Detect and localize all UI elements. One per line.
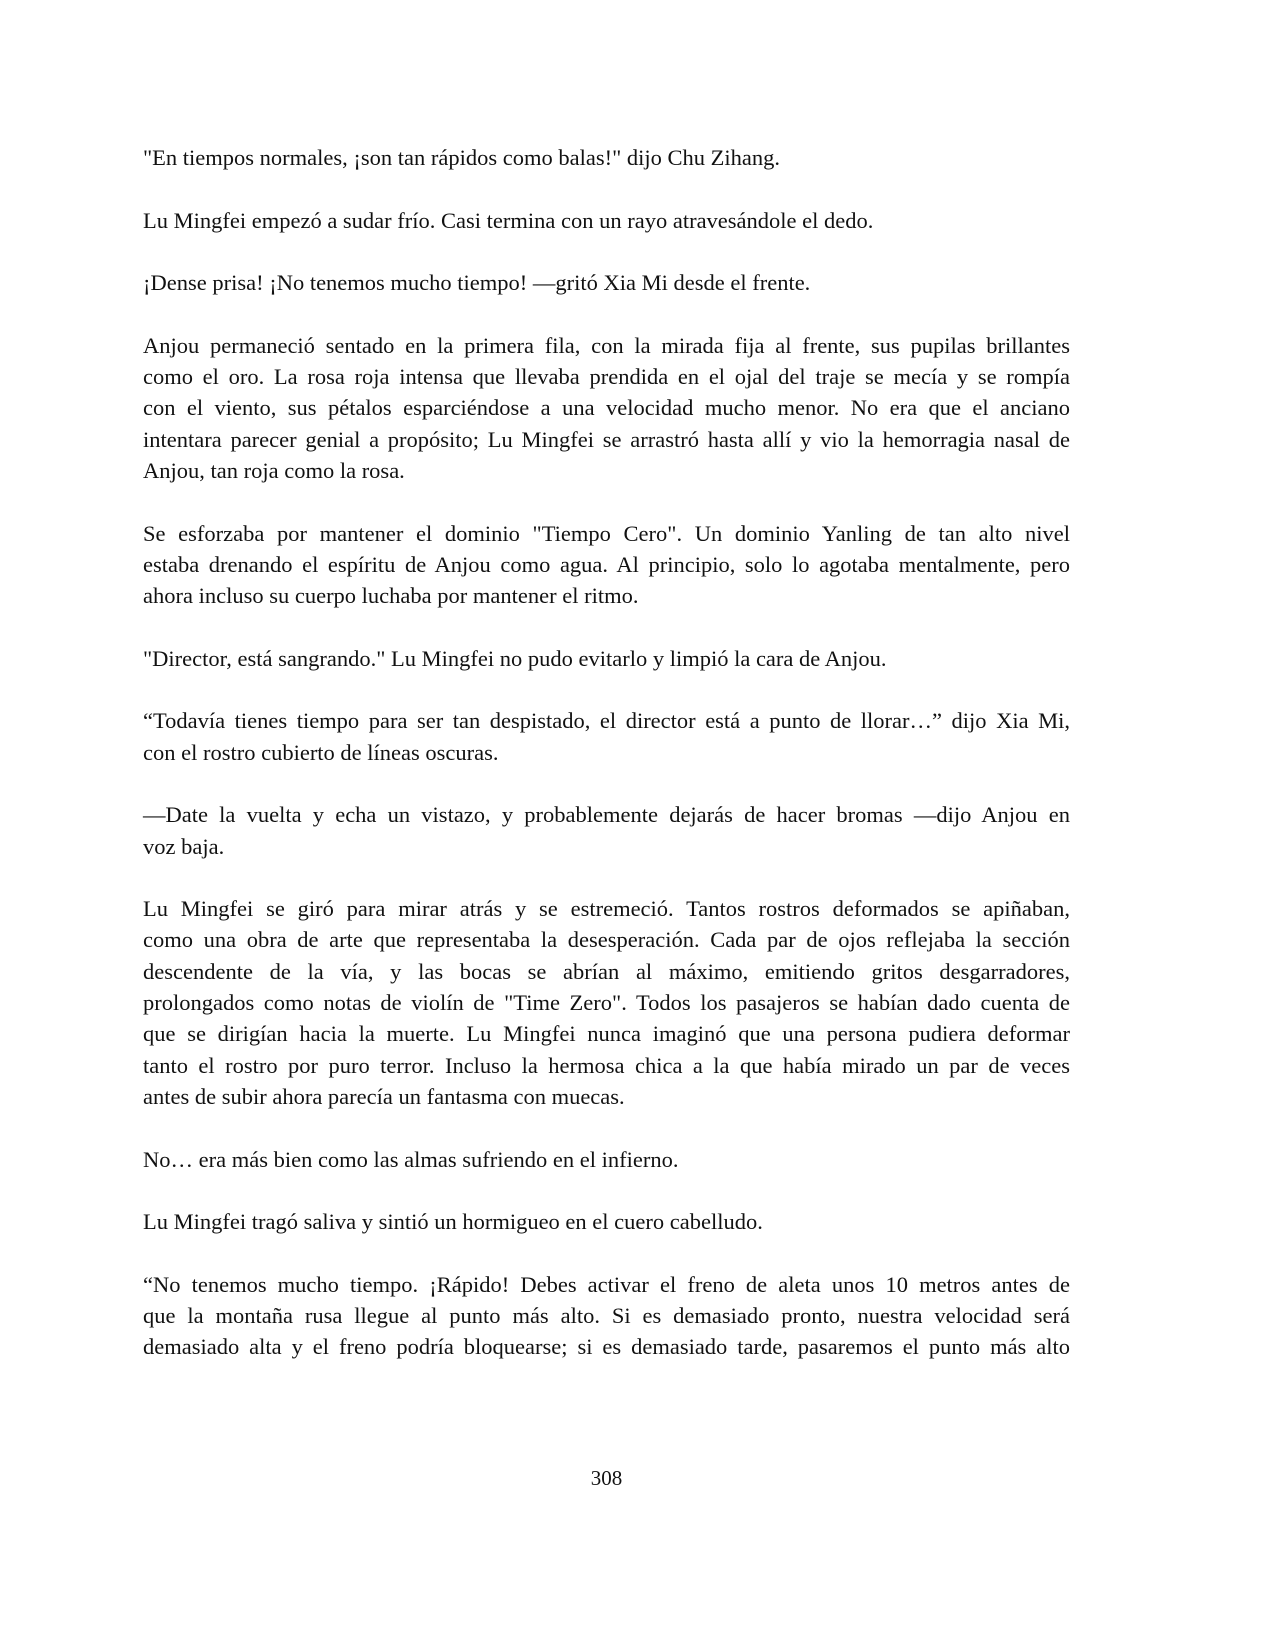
page-body xyxy=(143,142,1070,1394)
text-line: Lu Mingfei empezó a sudar frío. Casi termina con un rayo atravesándole el dedo. xyxy=(143,207,874,233)
text-line: Lu Mingfei se giró para mirar atrás y se estremeció. Tantos rostros deformados se apiñaban, xyxy=(143,896,1070,922)
text-line: —Date la vuelta y echa un vistazo, y probablemente dejarás de hacer bromas —dijo Anjou en xyxy=(143,802,1070,828)
paragraph xyxy=(143,799,1070,862)
paragraph xyxy=(143,643,1070,674)
paragraph xyxy=(143,205,1070,236)
text-line: "Director, está sangrando." Lu Mingfei no pudo evitarlo y limpió la cara de Anjou. xyxy=(143,645,887,671)
text-line: prolongados como notas de violín de "Time Zero". Todos los pasajeros se habían dado cuenta de xyxy=(143,990,1070,1016)
text-line: “Todavía tienes tiempo para ser tan despistado, el director está a punto de llorar…” dijo Xia Mi, xyxy=(143,708,1070,734)
text-line: ahora incluso su cuerpo luchaba por mantener el ritmo. xyxy=(143,583,639,609)
text-line: Lu Mingfei tragó saliva y sintió un hormigueo en el cuero cabelludo. xyxy=(143,1209,763,1235)
text-line: "En tiempos normales, ¡son tan rápidos como balas!" dijo Chu Zihang. xyxy=(143,145,781,170)
text-line: “No tenemos mucho tiempo. ¡Rápido! Debes activar el freno de aleta unos 10 metros antes de xyxy=(143,1271,1070,1297)
text-line: antes de subir ahora parecía un fantasma con muecas. xyxy=(143,1083,625,1109)
text-line: con el rostro cubierto de líneas oscuras. xyxy=(143,739,499,765)
paragraph xyxy=(143,267,1070,298)
text-line: intentara parecer genial a propósito; Lu Mingfei se arrastró hasta allí y vio la hemorragia nasal de xyxy=(143,426,1070,452)
text-line: que se dirigían hacia la muerte. Lu Mingfei nunca imaginó que una persona pudiera deformar xyxy=(143,1021,1070,1047)
text-line: No… era más bien como las almas sufriendo en el infierno. xyxy=(143,1146,679,1172)
paragraph xyxy=(143,1144,1070,1175)
text-line: con el viento, sus pétalos esparciéndose a una velocidad mucho menor. No era que el anciano xyxy=(143,395,1070,421)
paragraph xyxy=(143,705,1070,768)
paragraph xyxy=(143,330,1070,486)
text-line: ¡Dense prisa! ¡No tenemos mucho tiempo! —gritó Xia Mi desde el frente. xyxy=(143,270,811,296)
text-line: Anjou, tan roja como la rosa. xyxy=(143,457,405,483)
text-line: estaba drenando el espíritu de Anjou como agua. Al principio, solo lo agotaba mentalmente, pero xyxy=(143,551,1070,577)
text-line: Anjou permaneció sentado en la primera fila, con la mirada fija al frente, sus pupilas brillantes xyxy=(143,332,1070,358)
paragraph xyxy=(143,893,1070,1112)
text-line: descendente de la vía, y las bocas se abrían al máximo, emitiendo gritos desgarradores, xyxy=(143,958,1070,984)
text-line: que la montaña rusa llegue al punto más alto. Si es demasiado pronto, nuestra velocidad será xyxy=(143,1302,1070,1328)
text-line: como una obra de arte que representaba la desesperación. Cada par de ojos reflejaba la sección xyxy=(143,927,1070,953)
text-line: Se esforzaba por mantener el dominio "Tiempo Cero". Un dominio Yanling de tan alto nivel xyxy=(143,520,1070,546)
text-line: demasiado alta y el freno podría bloquearse; si es demasiado tarde, pasaremos el punto más alto xyxy=(143,1334,1070,1360)
paragraph xyxy=(143,1269,1070,1363)
text-line: como el oro. La rosa roja intensa que llevaba prendida en el ojal del traje se mecía y se rompía xyxy=(143,364,1070,390)
paragraph xyxy=(143,1206,1070,1237)
paragraph xyxy=(143,518,1070,612)
text-line: tanto el rostro por puro terror. Incluso la hermosa chica a la que había mirado un par de veces xyxy=(143,1052,1070,1078)
text-line: voz baja. xyxy=(143,833,225,859)
paragraph xyxy=(143,142,1070,173)
page-number: 308 xyxy=(590,1466,623,1490)
